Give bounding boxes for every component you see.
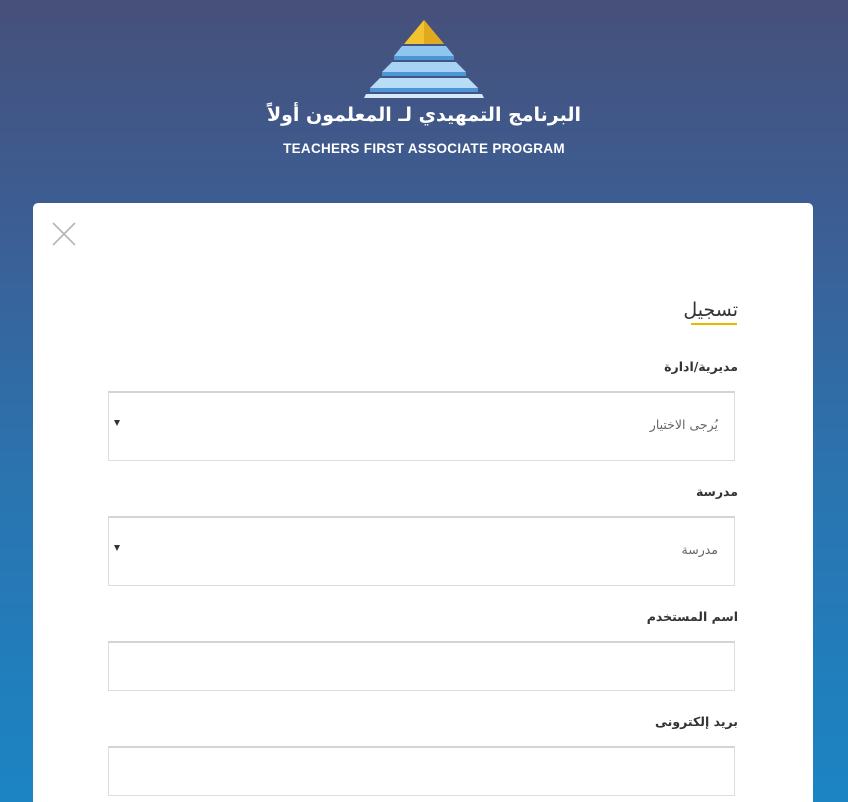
chevron-down-icon [114, 420, 120, 426]
header [0, 0, 848, 200]
chevron-down-icon [114, 545, 120, 551]
title-underline [691, 323, 737, 325]
school-select[interactable] [108, 516, 735, 586]
username-label: اسم المستخدم [646, 609, 738, 624]
arabic-program-title: البرنامج التمهيدي لـ المعلمون أولاً [266, 104, 582, 126]
pyramid-logo-icon [362, 18, 486, 102]
directorate-placeholder: يُرجى الاختيار [649, 417, 718, 432]
directorate-label: مديرية/ادارة [664, 359, 738, 374]
close-icon[interactable] [51, 221, 77, 247]
directorate-select[interactable] [108, 391, 735, 461]
username-input[interactable] [108, 641, 735, 691]
school-placeholder: مدرسة [681, 542, 718, 557]
school-label: مدرسة [695, 484, 738, 499]
english-program-title: TEACHERS FIRST ASSOCIATE PROGRAM [283, 141, 565, 156]
email-label: بريد إلكترونى [655, 714, 738, 729]
email-input[interactable] [108, 746, 735, 796]
registration-card [33, 203, 813, 802]
form-title: تسجيل [683, 299, 738, 321]
